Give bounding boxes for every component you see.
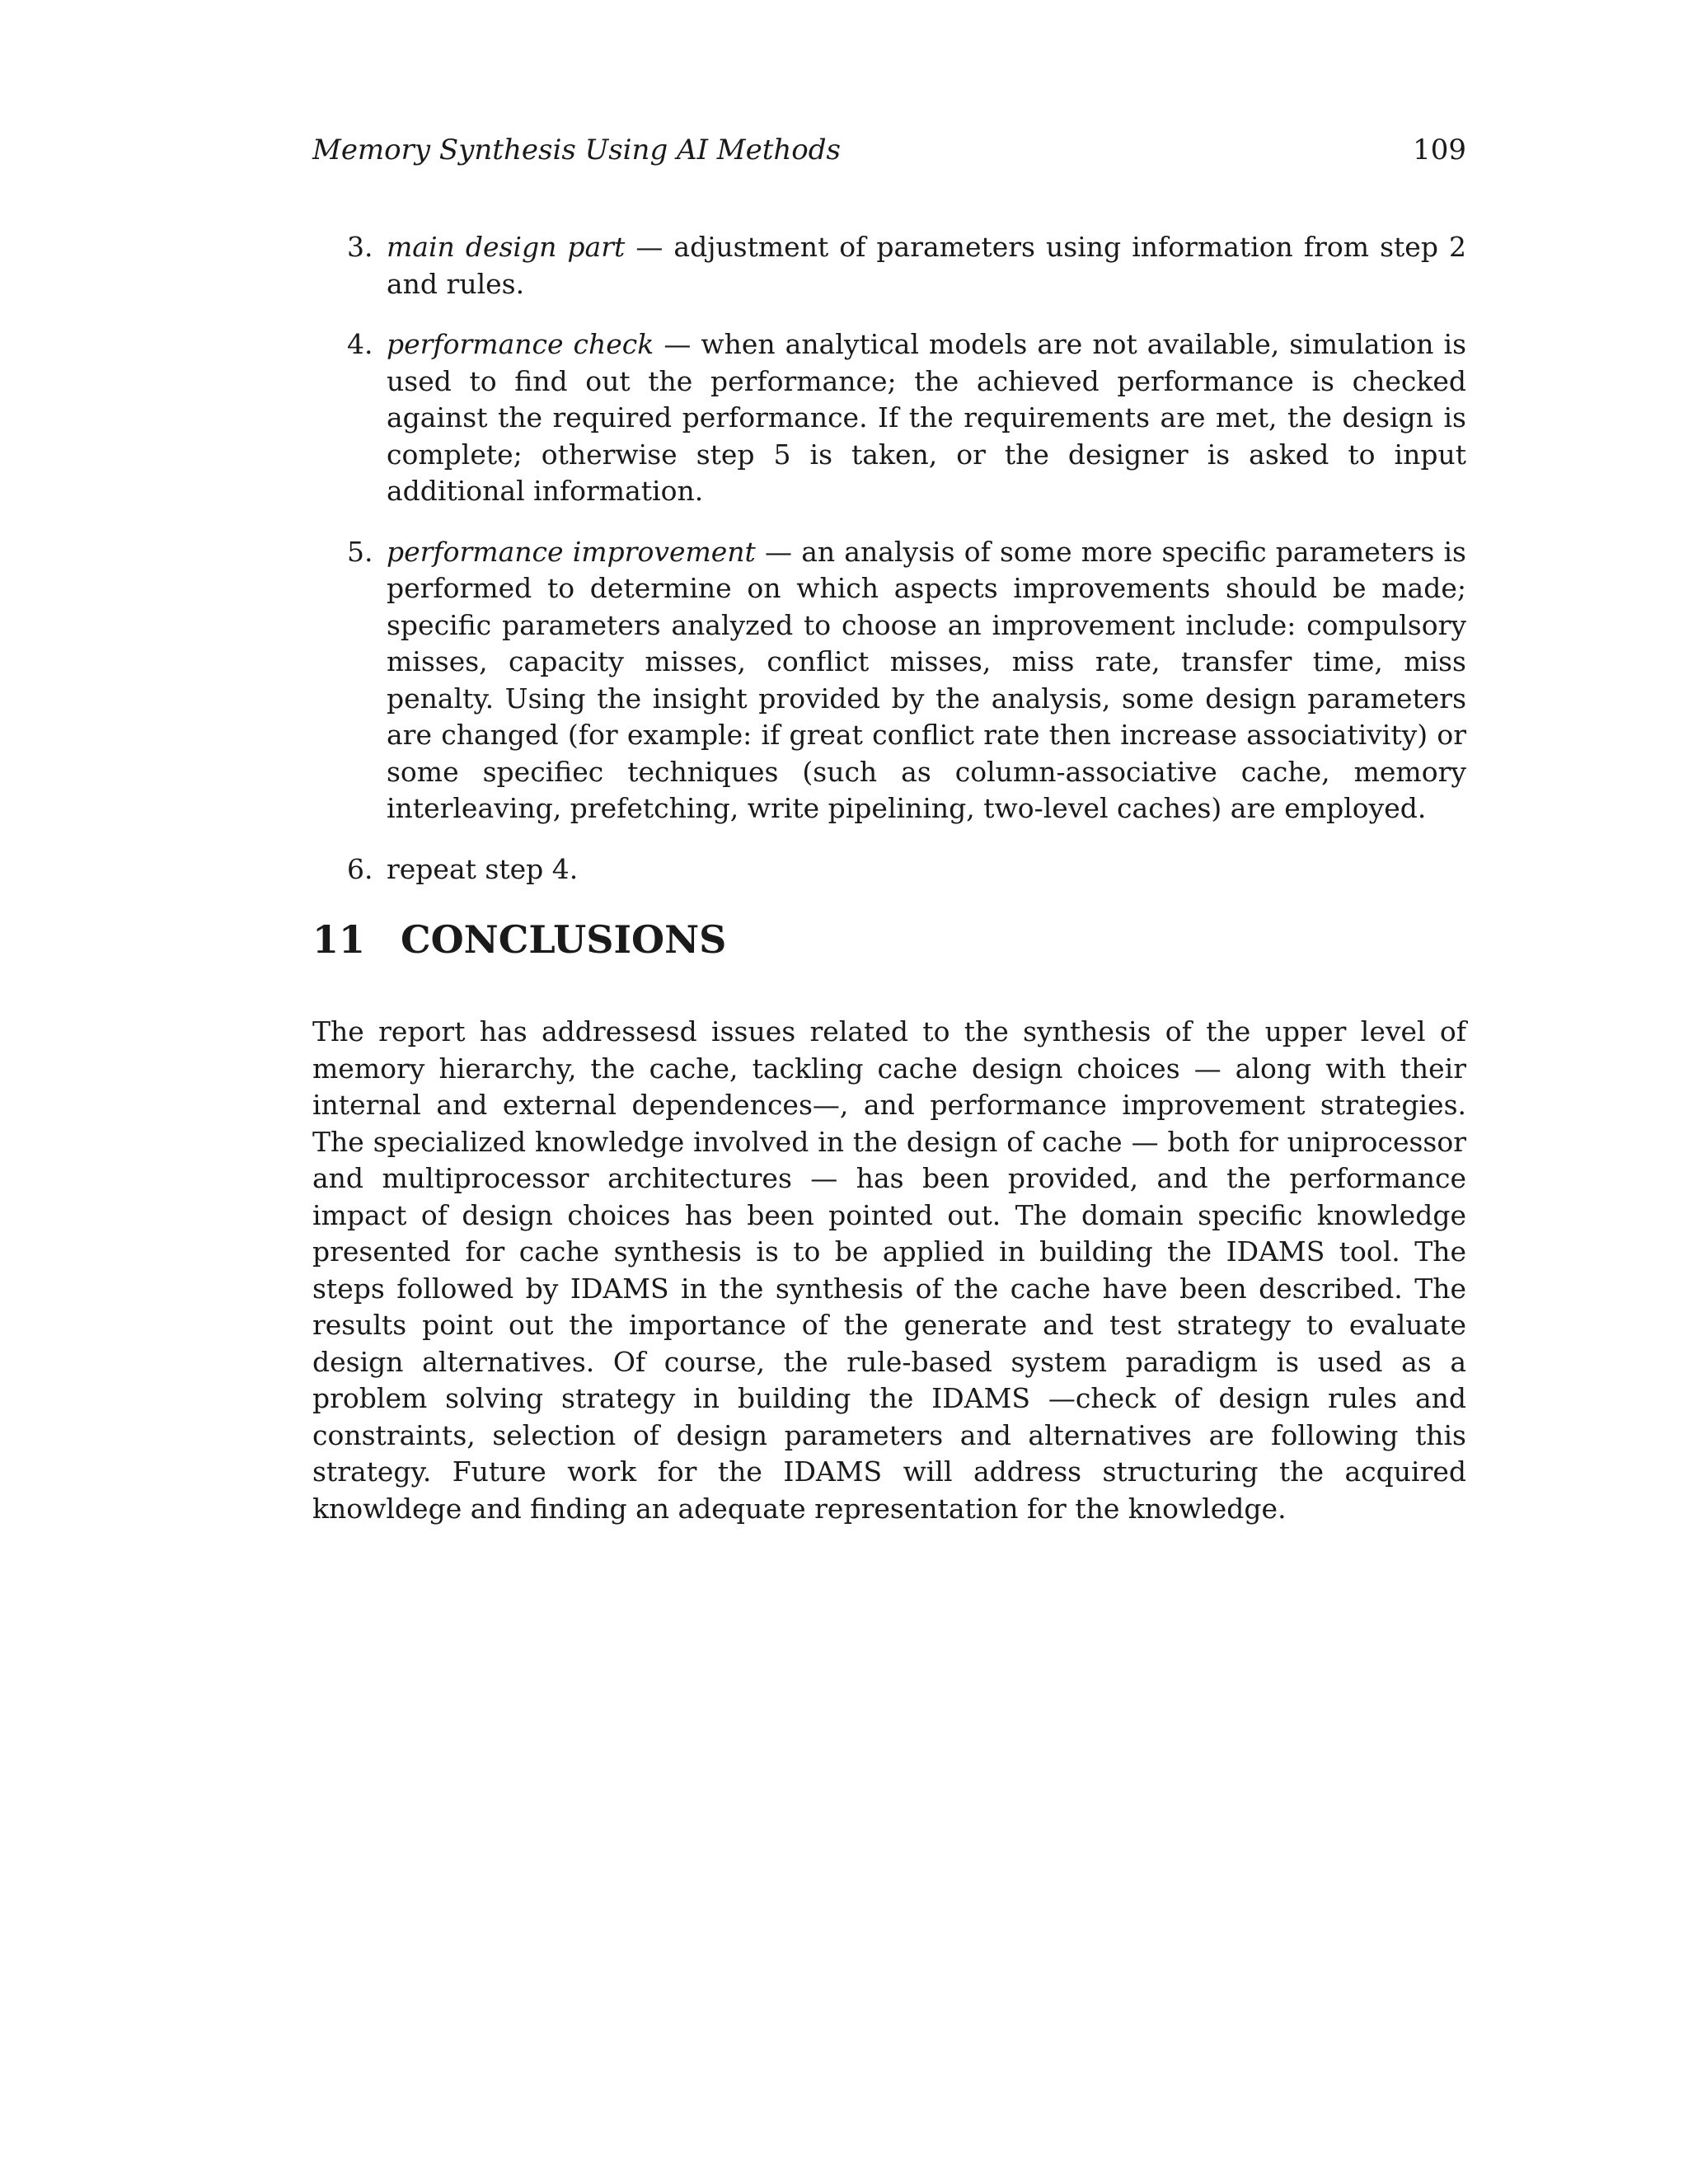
list-item-step-4 [312,326,1466,510]
step-text: — an analysis of some more specific parameters is performed to determine on which aspects improvements should be made; specific parameters analyzed to choose an improvement include: compulsory misses, capacity misses, conflict misses, miss rate, transfer time, miss penalty. Using the insight provided by the analysis, some design parameters are changed (for example: if great conflict rate then increase associativity) or some specifiec techniques (such as column-associative cache, memory interleaving, prefetching, write pipelining, two-level caches) are employed. [387,535,1466,824]
list-item-step-3 [312,229,1466,302]
step-number: 3. [347,231,373,263]
list-item-step-5 [312,534,1466,827]
page-number: 109 [1413,134,1466,166]
step-term: main design part [387,231,626,263]
step-number: 6. [347,852,373,885]
running-head [312,132,1466,168]
list-item-step-6 [312,851,1466,888]
step-term: performance improvement [387,535,756,568]
conclusions-paragraph: The report has addressesd issues related to the synthesis of the upper level of memory hierarchy, the cache, tackling cache design choices — along with their internal and external dependences—, and performance improvement strategies. The specialized knowledge involved in the design of cache — both for uniprocessor and multiprocessor architectures — has been provided, and the performance impact of design choices has been pointed out. The domain specific knowledge presented for cache synthesis is to be applied in building the IDAMS tool. The steps followed by IDAMS in the synthesis of the cache have been described. The results point out the importance of the generate and test strategy to evaluate design alternatives. Of course, the rule-based system paradigm is used as a problem solving strategy in building the IDAMS —check of design rules and constraints, selection of design parameters and alternatives are following this strategy. Future work for the IDAMS will address structuring the acquired knowldege and finding an adequate representation for the knowledge. [312,1015,1466,1525]
step-text: — when analytical models are not available, simulation is used to find out the performance; the achieved performance is checked against the required performance. If the requirements are met, the design is complete; otherwise step 5 is taken, or the designer is asked to input additional information. [387,328,1467,507]
section-title: CONCLUSIONS [401,917,727,962]
section-heading [312,915,726,964]
step-number: 5. [347,535,373,568]
step-term: performance check [387,328,654,360]
section-number: 11 [312,917,366,962]
step-text: — adjustment of parameters using information from step 2 and rules. [387,231,1467,300]
running-title: Memory Synthesis Using AI Methods [312,134,841,166]
step-text: repeat step 4. [387,852,579,885]
design-steps-list [312,229,1466,912]
step-number: 4. [347,328,373,360]
